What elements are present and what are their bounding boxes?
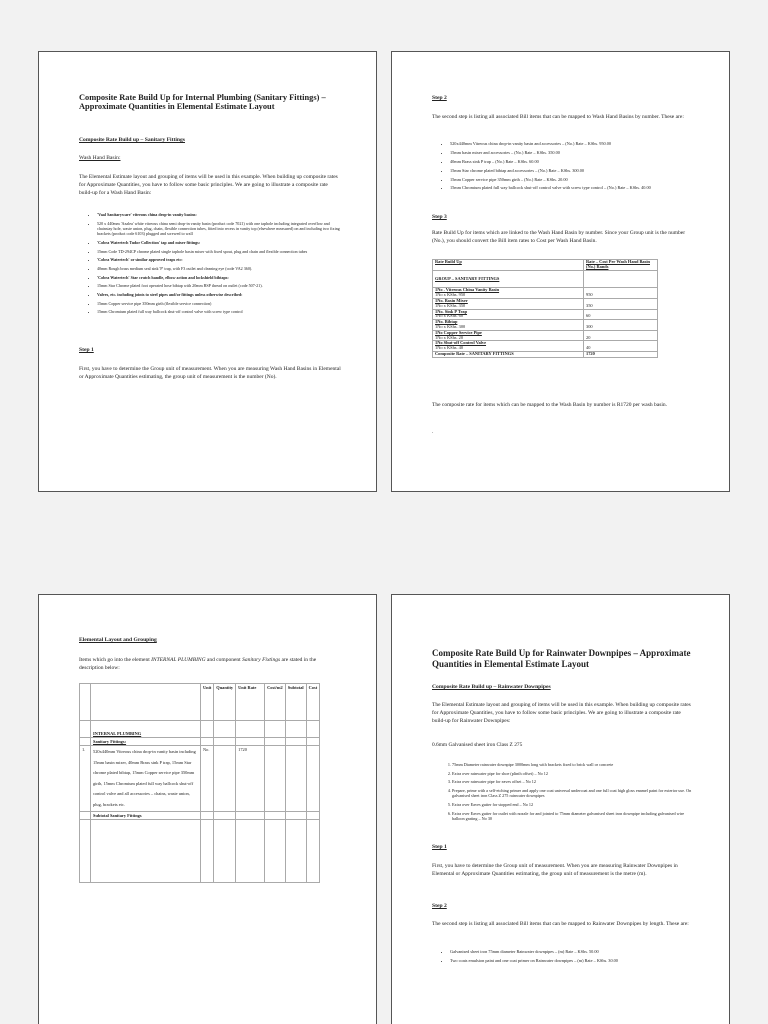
row-calculation: 1No x KShs. 60 bbox=[435, 313, 464, 319]
spec-list bbox=[79, 212, 341, 315]
section-heading: Composite Rate Build up – Rainwater Downpipes bbox=[432, 684, 551, 690]
step2-heading: Step 2 bbox=[432, 903, 447, 909]
row-value: 20 bbox=[584, 330, 658, 341]
table-row bbox=[433, 309, 658, 320]
row-item-name: 1No Shut-off Control Valve bbox=[435, 340, 487, 346]
table-row bbox=[433, 320, 658, 331]
row-item-name: 1No. Basin Mixer bbox=[435, 297, 468, 303]
spec-list-item: • 15mm Code TD-294CP chrome plated single taphole basin mixer with fixed spout, plug and chain and flexible connection tubes bbox=[97, 249, 341, 254]
conclusion-paragraph: The composite rate for items which can be mapped to the Wash Basin by number is R1720 per wash basin. bbox=[432, 402, 667, 408]
step1-paragraph: First, you have to determine the Group unit of measurement. When you are measuring Rainwater Downpipes in Elemental or Approximate Quantities estimating, the group unit of measurement is the metre (m). bbox=[432, 863, 678, 878]
table-header-left: Rate Build Up bbox=[433, 260, 584, 271]
work-item: 6. Extra over Eaves gutter for outlet with nozzle for and jointed to 75mm diameter galvanised sheet iron downpipe including galvanised wire balloon grating – No 30 bbox=[452, 811, 694, 821]
row-item-name: 1No. Bibtap bbox=[435, 319, 458, 325]
rate-build-up-table bbox=[432, 259, 658, 358]
work-item: 2. Extra over rainwater pipe for shoe (plinth offset) – No 12 bbox=[452, 771, 694, 776]
row-calculation: 1No x KShs. 300 bbox=[435, 323, 466, 329]
bill-item: • Galvanised sheet iron 75mm diameter Rainwater downpipes – (m) Rate – KShs. 50.00 bbox=[450, 949, 694, 954]
table-row bbox=[433, 330, 658, 341]
spec-list-item: • 15mm Copper service pipe 350mm girth (flexible service connection) bbox=[97, 301, 341, 306]
row-calculation: 1No x KShs. 20 bbox=[435, 334, 464, 340]
bill-item: • 15mm Copper service pipe 350mm girth – (No.) Rate – KShs. 20.00 bbox=[450, 177, 694, 182]
row-value: 60 bbox=[584, 309, 658, 320]
table-row bbox=[433, 288, 658, 299]
bill-item: • 520x440mm Vitreous china drop-in vanity basin and accessories – (No.) Rate – KShs. 950.00 bbox=[450, 141, 694, 146]
document-page-1 bbox=[38, 51, 377, 492]
document-page-4 bbox=[391, 594, 730, 1024]
spec-list-item: • Valves, etc. including joints to steel pipes and/or fittings unless otherwise described: bbox=[97, 292, 341, 297]
row-value: 40 bbox=[584, 341, 658, 352]
row-calculation: 1No x KShs. 350 bbox=[435, 302, 466, 308]
table-row bbox=[433, 298, 658, 309]
bill-items-list bbox=[432, 949, 694, 963]
work-item: 4. Prepare, prime with a self-etching primer and apply one coat universal undercoat and one full coat high gloss enamel paint for exterior use. On galvanised sheet iron Class Z 275 rainwater downpipes bbox=[452, 788, 694, 798]
row-value: 350 bbox=[584, 298, 658, 309]
bill-item: • 40mm Brass sink P trap – (No.) Rate – KShs. 60.00 bbox=[450, 159, 694, 164]
spec-list-item: • 'Cobra Watertech Tudor Collection' tap and mixer fittings: bbox=[97, 240, 341, 245]
work-item: 3. Extra over rainwater pipe for eaves offset – No 12 bbox=[452, 779, 694, 784]
spec-list-item: • 15mm Chromium plated full way ballcock shut-off control valve with screw type control bbox=[97, 309, 341, 314]
item-unit: No. bbox=[201, 746, 214, 812]
row-value: 300 bbox=[584, 320, 658, 331]
spec-list-item: • 15mm Star Chrome plated foot operated hose bibtap with 20mm BSP thread on outlet (code 507-21). bbox=[97, 283, 341, 288]
col-subtotal: Subtotal bbox=[285, 684, 306, 721]
spec-list-item: • 'Cobra Watertech' Star crutch handle, elbow action and lockshield bibtaps: bbox=[97, 275, 341, 280]
intro-paragraph: Items which go into the element INTERNAL PLUMBING and component Sanitary Fixtings are stated in the description below: bbox=[79, 657, 317, 672]
work-item: 1. 75mm Diameter rainwater downpipe 3000mm long with brackets fixed to brick wall or concrete bbox=[452, 762, 694, 767]
step2-heading: Step 2 bbox=[432, 95, 447, 101]
work-item: 5. Extra over Eaves gutter for stopped end – No 12 bbox=[452, 802, 694, 807]
page-title: Composite Rate Build Up for Rainwater Downpipes – Approximate Quantities in Elemental Estimate Layout bbox=[432, 648, 691, 669]
section-heading: Composite Rate Build up – Sanitary Fittings bbox=[79, 137, 185, 143]
work-items-list bbox=[432, 762, 694, 821]
item-number: 1. bbox=[80, 746, 91, 812]
spec-list-item: • 520 x 440mm 'Azalea' white vitreous china semi drop-in vanity basin (product code 7021) with one taphole including integrated overflow and chainstay hole, waste union, plug, chain, flexible connection tubes, fitted into recess in vanity top (elsewhere measured) on and including two fixing brackets (product code 6103) plugged and screwed to wall bbox=[97, 221, 341, 237]
step3-paragraph: Rate Build Up for items which are linked to the Wash Hand Basin by number. Since your Group unit is the number (No.), you should convert the Bill item rates to Cost per Wash Hand Basin. bbox=[432, 230, 686, 245]
row-value: 950 bbox=[584, 288, 658, 299]
step1-heading: Step 1 bbox=[432, 844, 447, 850]
bill-items-list bbox=[432, 141, 694, 191]
table-header-right: Rate – Cost Per Wash Hand Basin (No.) Rands bbox=[584, 260, 658, 271]
col-cost-m2: Cost/m2 bbox=[265, 684, 286, 721]
item-rate: 1720 bbox=[236, 746, 265, 812]
step-heading: Step 1 bbox=[79, 347, 94, 353]
document-page-2 bbox=[391, 51, 730, 492]
total-value: 1720 bbox=[584, 351, 658, 357]
item-description: 520x440mm Vitreous china drop-in vanity basin including 15mm basin mixer, 40mm Brass sink P trap, 15mm Star chrome plated bibtap, 15mm Copper service pipe 350mm girth, 15mm Chromium plated full way ballcock shut-off control valve and all accessories – chains, waste union, plug, brackets etc. bbox=[91, 746, 201, 812]
trailing-dot: . bbox=[432, 429, 434, 435]
col-cost: Cost bbox=[306, 684, 320, 721]
elemental-layout-table bbox=[79, 683, 320, 883]
page-title: Composite Rate Build Up for Internal Plumbing (Sanitary Fittings) – Approximate Quantities in Elemental Estimate Layout bbox=[79, 93, 326, 112]
row-item-name: 1No . Vitreous China Vanity Basin bbox=[435, 287, 500, 293]
subtotal-label: Subtotal Sanitary Fittings bbox=[91, 812, 201, 820]
bill-item: • Two coats emulsion paint and one coat primer on Rainwater downpipes – (m) Rate – KShs. 30.00 bbox=[450, 958, 694, 963]
row-calculation: 1No x KShs. 950 bbox=[435, 292, 466, 298]
row-item-name: 1No Copper Service Pipe bbox=[435, 329, 482, 335]
intro-paragraph: The Elemental Estimate layout and grouping of items will be used in this example. When building up composite rates for Approximate Quantities, you have to follow some basic principles. We are going to illustrate a composite rate build-up for Rainwater Downpipes: bbox=[432, 702, 691, 725]
step2-paragraph: The second step is listing all associated Bill items that can be mapped to Rainwater Downpipes by length. These are: bbox=[432, 921, 689, 927]
document-page-3 bbox=[38, 594, 377, 1024]
col-unit: Unit bbox=[201, 684, 214, 721]
spec-list-item: • 'Vaal Sanitaryware' vitreous china drop-in vanity basins: bbox=[97, 212, 341, 217]
bill-item: • 15mm Star chrome plated bibtap and accessories – (No.) Rate – KShs. 300.00 bbox=[450, 168, 694, 173]
col-quantity: Quantity bbox=[214, 684, 236, 721]
row-calculation: 1No x KShs. 40 bbox=[435, 345, 464, 351]
subheading: Wash Hand Basin: bbox=[79, 155, 121, 161]
bill-item: • 15mm Chromium plated full way ballcock shut-off control valve with screw type control – (No.) Rate – KShs. 40.00 bbox=[450, 185, 694, 190]
element-name: INTERNAL PLUMBING bbox=[91, 721, 201, 738]
total-label: Composite Rate – SANITARY FITTINGS bbox=[433, 351, 584, 357]
col-unit-rate: Unit Rate bbox=[236, 684, 265, 721]
section-heading: Elemental Layout and Grouping bbox=[79, 637, 157, 643]
step2-paragraph: The second step is listing all associated Bill items that can be mapped to Wash Hand Basins by number. These are: bbox=[432, 114, 684, 120]
table-row bbox=[433, 341, 658, 352]
subheading: 0.6mm Galvanised sheet iron Class Z 275 bbox=[432, 742, 523, 748]
step3-heading: Step 3 bbox=[432, 214, 447, 220]
step-paragraph: First, you have to determine the Group unit of measurement. When you are measuring Wash Hand Basins in Elemental or Approximate Quantities estimating, the group unit of measurement is the number (No). bbox=[79, 366, 341, 381]
spec-list-item: • 40mm Rough brass medium seal sink 'P' trap, with F3 outlet and cleaning eye (code VA2 360). bbox=[97, 266, 341, 271]
row-item-name: 1No. Sink P Trap bbox=[435, 308, 468, 314]
group-label: GROUP – SANITARY FITTINGS bbox=[433, 270, 584, 288]
intro-paragraph: The Elemental Estimate layout and grouping of items will be used in this example. When building up composite rates for Approximate Quantities, you have to follow some basic principles. We are going to illustrate a composite rate build-up for a Wash Hand Basin: bbox=[79, 174, 338, 197]
bill-item: • 15mm basin mixer and accessories – (No.) Rate – KShs. 350.00 bbox=[450, 150, 694, 155]
component-name: Sanitary Fittings: bbox=[91, 738, 201, 746]
spec-list-item: • 'Cobra Watertech' or similar approved traps etc: bbox=[97, 257, 341, 262]
